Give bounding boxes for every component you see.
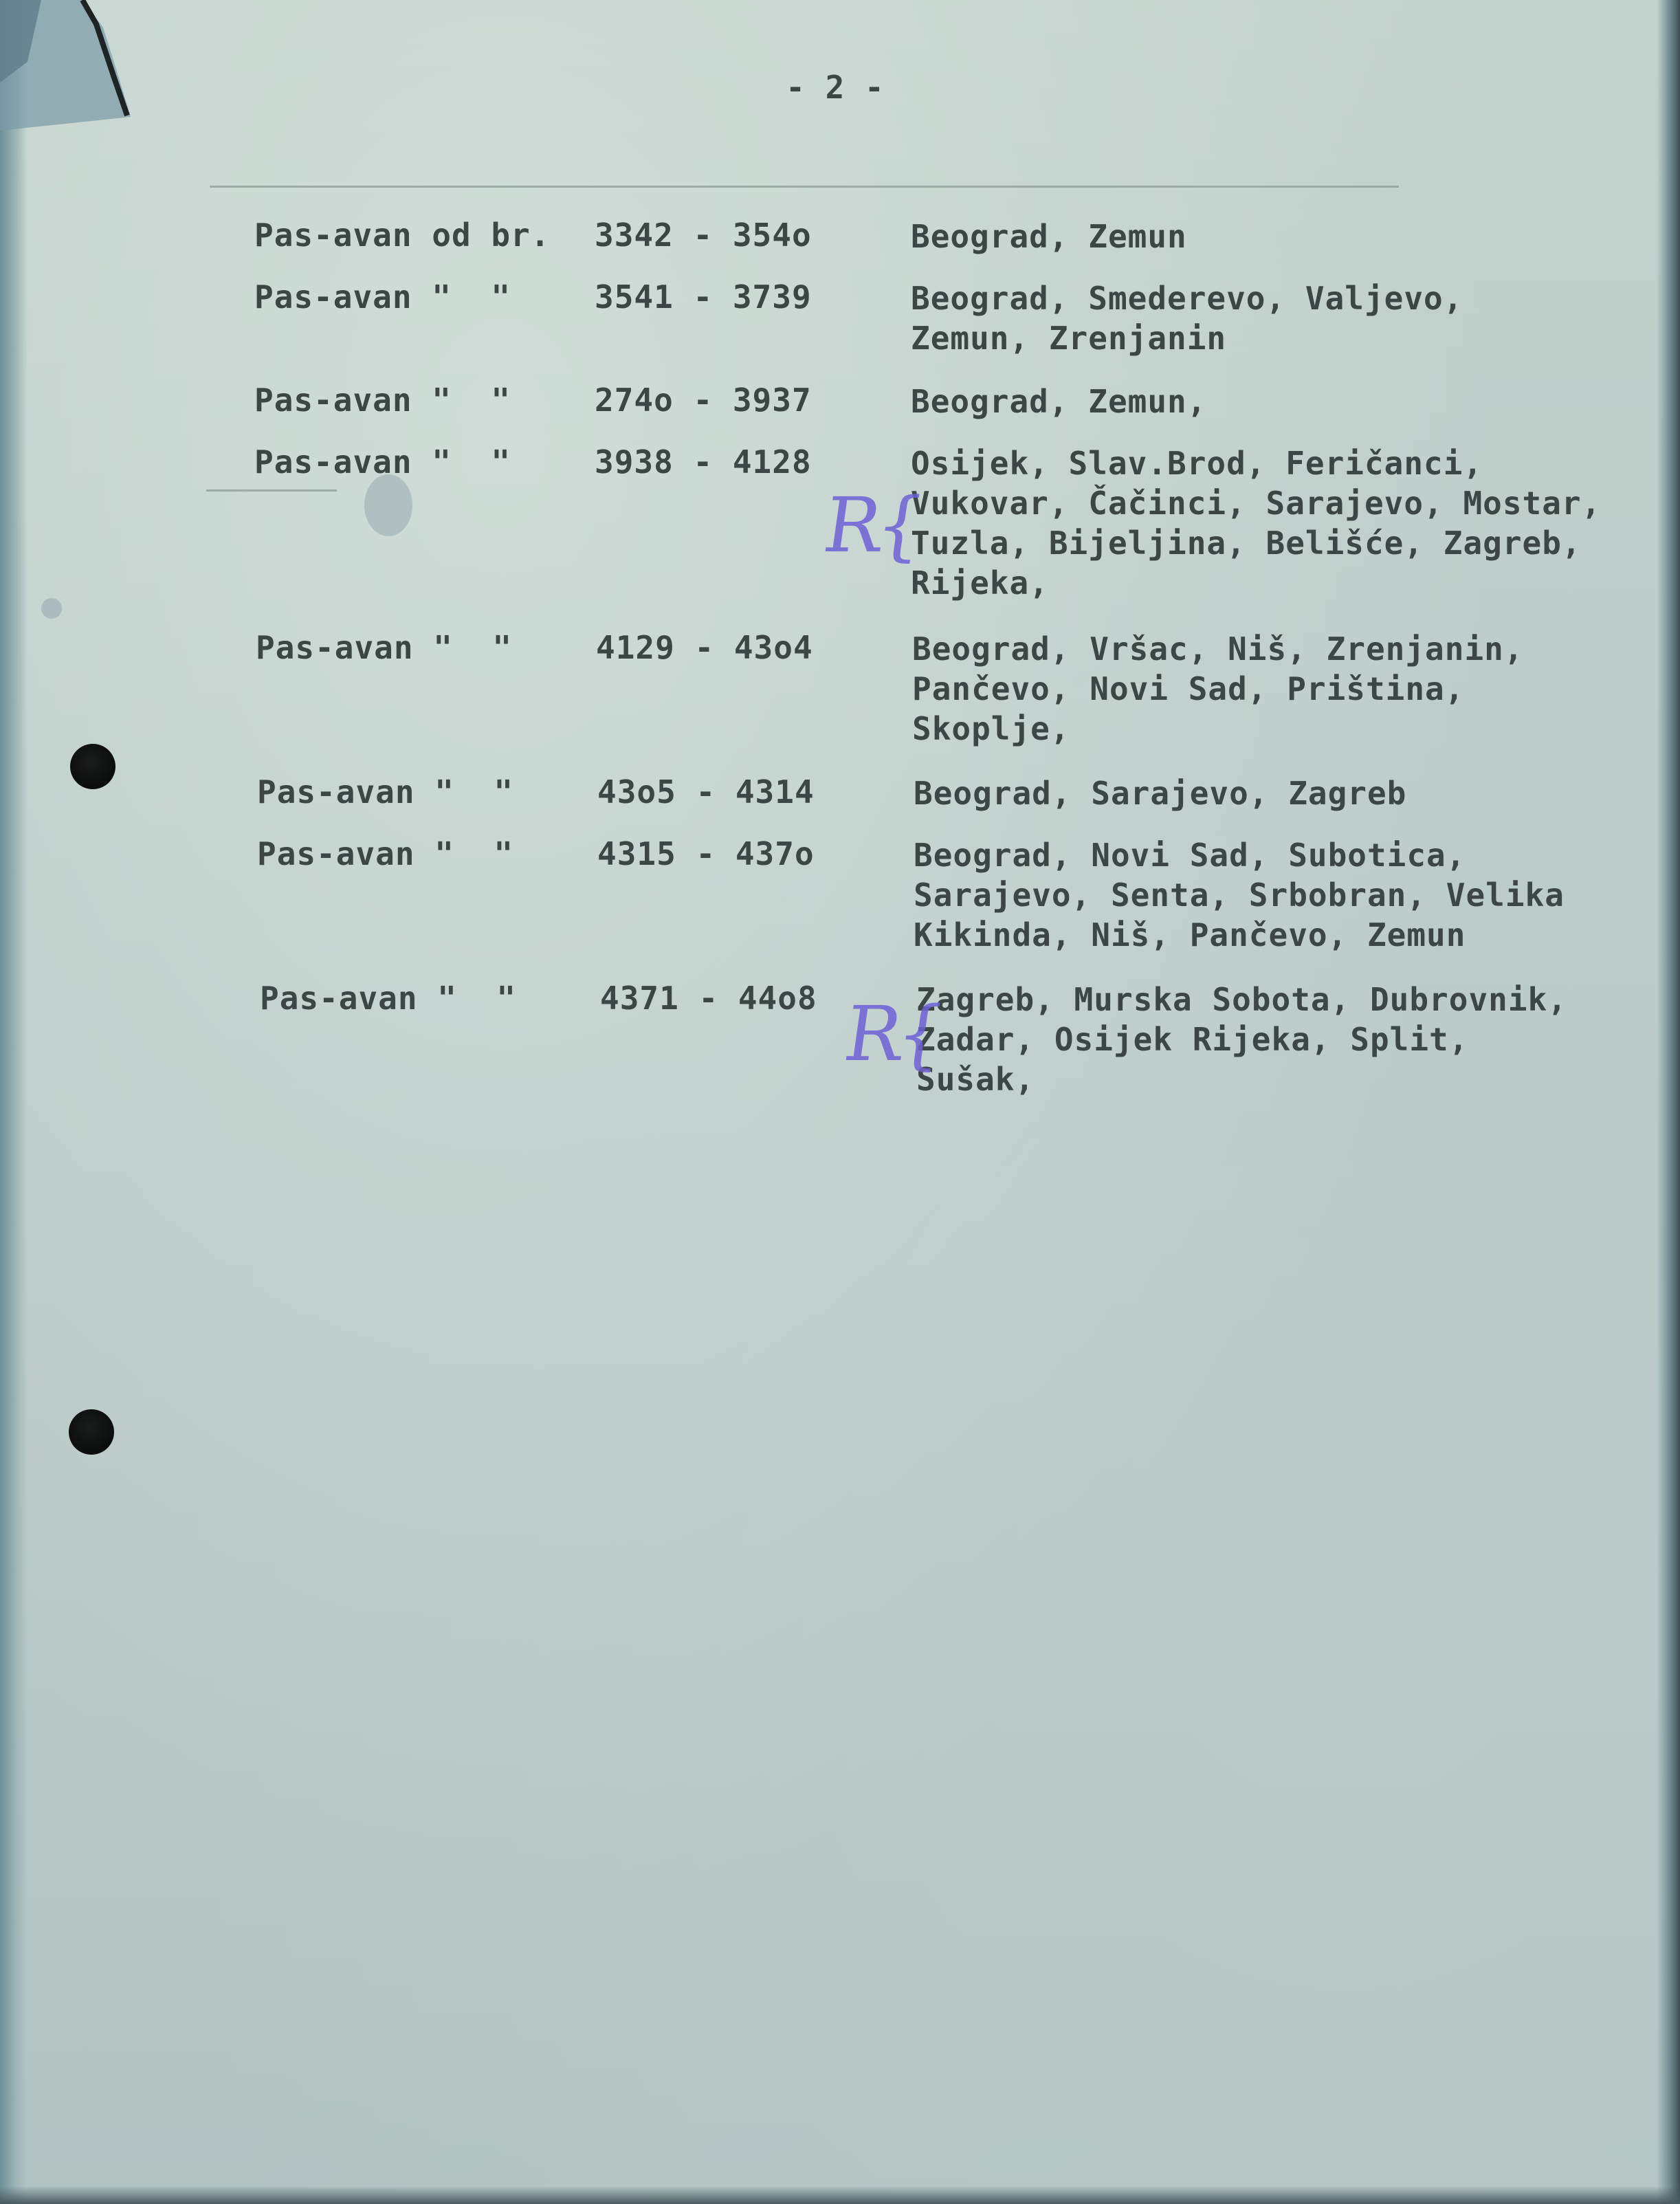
entry-places — [914, 773, 1670, 813]
place-line: Beograd, Zemun — [911, 218, 1187, 255]
place-line: Zagreb, Murska Sobota, Dubrovnik, — [916, 981, 1567, 1018]
place-line: Vukovar, Čačinci, Sarajevo, Mostar, — [911, 485, 1602, 522]
entry-label: Pas-avan " " — [256, 629, 513, 666]
entry-label: Pas-avan " " — [260, 980, 517, 1017]
header-rule — [210, 186, 1399, 188]
entry-range: 4315 - 437o — [597, 835, 815, 872]
entry-label: Pas-avan " " — [257, 835, 514, 872]
punch-hole-top — [70, 744, 115, 789]
ink-stain — [41, 598, 62, 619]
paper-edge-left — [0, 0, 27, 2204]
place-line: Skoplje, — [912, 710, 1070, 747]
entry-label: Pas-avan " " — [254, 382, 511, 419]
paper-edge-bottom — [0, 2186, 1680, 2204]
punch-hole-bottom — [69, 1409, 114, 1455]
place-line: Beograd, Smederevo, Valjevo, — [911, 280, 1463, 317]
place-line: Beograd, Zemun, — [911, 383, 1207, 420]
place-line: Beograd, Sarajevo, Zagreb — [914, 775, 1407, 812]
entry-places — [911, 443, 1667, 603]
handwritten-annotation: R{ — [839, 990, 946, 1078]
place-line: Pančevo, Novi Sad, Priština, — [912, 670, 1465, 707]
entry-places — [911, 278, 1667, 358]
entry-range: 3541 - 3739 — [595, 278, 812, 316]
handwritten-annotation: R{ — [819, 481, 925, 569]
entry-label: Pas-avan " " — [257, 773, 514, 811]
entry-range: 3342 - 354o — [595, 217, 812, 254]
entry-places — [914, 835, 1670, 955]
entry-label: Pas-avan " " — [254, 278, 511, 316]
place-line: Sarajevo, Senta, Srbobran, Velika — [914, 877, 1565, 914]
place-line: Zadar, Osijek Rijeka, Split, — [916, 1021, 1469, 1058]
entry-places — [912, 629, 1668, 749]
entry-range: 274o - 3937 — [595, 382, 812, 419]
entry-places — [916, 980, 1672, 1099]
entry-places — [911, 217, 1667, 256]
place-line: Beograd, Novi Sad, Subotica, — [914, 837, 1466, 874]
entry-range: 3938 - 4128 — [595, 443, 812, 481]
torn-corner-icon — [0, 0, 137, 131]
entry-label: Pas-avan " " — [254, 443, 511, 481]
place-line: Rijeka, — [911, 564, 1049, 602]
underline-mark — [206, 489, 337, 492]
entry-range: 43o5 - 4314 — [597, 773, 815, 811]
page-number: - 2 - — [786, 69, 885, 106]
place-line: Tuzla, Bijeljina, Belišće, Zagreb, — [911, 525, 1582, 562]
place-line: Zemun, Zrenjanin — [911, 320, 1227, 357]
entry-range: 4129 - 43o4 — [596, 629, 813, 666]
ink-stain — [364, 474, 412, 536]
entry-label: Pas-avan od br. — [254, 217, 551, 254]
place-line: Beograd, Vršac, Niš, Zrenjanin, — [912, 630, 1524, 668]
entry-range: 4371 - 44o8 — [600, 980, 817, 1017]
place-line: Osijek, Slav.Brod, Feričanci, — [911, 445, 1483, 482]
place-line: Sušak, — [916, 1061, 1035, 1098]
entry-places — [911, 382, 1667, 421]
place-line: Kikinda, Niš, Pančevo, Zemun — [914, 916, 1466, 954]
